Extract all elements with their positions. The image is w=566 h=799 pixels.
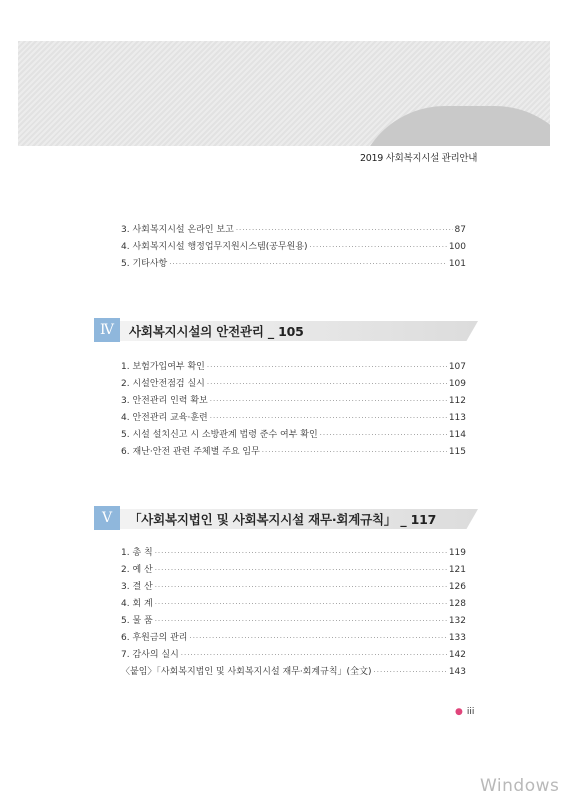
toc-entry[interactable] <box>121 359 466 376</box>
toc-entry[interactable] <box>121 596 466 613</box>
toc-leader-dots <box>210 410 447 427</box>
toc-entry-title: 4. 안전관리 교육·훈련 <box>121 413 208 423</box>
header-tab <box>355 106 550 146</box>
toc-leader-dots <box>207 376 447 393</box>
toc-entry-title: 6. 재난·안전 관련 주체별 주요 임무 <box>121 447 260 457</box>
toc-entry[interactable] <box>121 562 466 579</box>
toc-leader-dots <box>181 647 447 664</box>
toc-entry-page: 113 <box>448 413 466 423</box>
toc-entry-title: 〈붙임〉「사회복지법인 및 사회복지시설 재무·회계규칙」(全文) <box>121 667 372 677</box>
toc-leader-dots <box>155 545 447 562</box>
toc-leader-dots <box>155 613 447 630</box>
toc-leader-dots <box>155 596 447 613</box>
toc-entry[interactable] <box>121 376 466 393</box>
toc-leader-dots <box>320 427 447 444</box>
toc-leader-dots <box>374 664 447 681</box>
toc-entry-page: 101 <box>448 259 466 269</box>
toc-entry[interactable] <box>121 256 466 273</box>
toc-entry[interactable] <box>121 647 466 664</box>
section-number-badge: Ⅳ <box>94 318 120 342</box>
page-number-text: iii <box>466 707 475 717</box>
toc-entry-title: 5. 물 품 <box>121 616 153 626</box>
toc-entry-title: 2. 시설안전점검 실시 <box>121 379 205 389</box>
section-number-badge: Ⅴ <box>94 506 120 530</box>
toc-entry-title: 1. 보험가입여부 확인 <box>121 362 205 372</box>
bullet-icon: ● <box>455 707 463 717</box>
toc-entry[interactable] <box>121 393 466 410</box>
toc-leader-dots <box>155 562 447 579</box>
toc-section-4-list <box>121 359 466 461</box>
section-title: 「사회복지법인 및 사회복지시설 재무·회계규칙」 _ 117 <box>129 512 437 527</box>
toc-entry[interactable] <box>121 630 466 647</box>
toc-entry-page: 112 <box>448 396 466 406</box>
toc-leader-dots <box>155 579 447 596</box>
toc-entry[interactable] <box>121 579 466 596</box>
toc-leader-dots <box>310 239 447 256</box>
toc-entry[interactable] <box>121 410 466 427</box>
toc-entry-page: 133 <box>448 633 466 643</box>
running-header: 2019 사회복지시설 관리안내 <box>360 153 478 164</box>
toc-entry-title: 5. 시설 설치신고 시 소방관계 법령 준수 여부 확인 <box>121 430 318 440</box>
toc-leader-dots <box>236 222 453 239</box>
toc-entry-page: 143 <box>448 667 466 677</box>
toc-entry-page: 128 <box>448 599 466 609</box>
toc-entry-page: 119 <box>448 548 466 558</box>
toc-entry-page: 115 <box>448 447 466 457</box>
toc-entry-page: 132 <box>448 616 466 626</box>
windows-watermark: Windows <box>480 776 560 796</box>
section-title: 사회복지시설의 안전관리 _ 105 <box>129 324 304 339</box>
toc-entry[interactable] <box>121 427 466 444</box>
toc-entry-title: 3. 사회복지시설 온라인 보고 <box>121 225 234 235</box>
toc-leader-dots <box>169 256 447 273</box>
toc-entry-title: 6. 후원금의 관리 <box>121 633 188 643</box>
section-heading-5[interactable] <box>94 506 478 530</box>
toc-leader-dots <box>210 393 447 410</box>
toc-entry[interactable] <box>121 222 466 239</box>
toc-top-list <box>121 222 466 273</box>
toc-entry-page: 121 <box>448 565 466 575</box>
toc-entry-title: 4. 회 계 <box>121 599 153 609</box>
toc-entry[interactable] <box>121 545 466 562</box>
toc-leader-dots <box>262 444 447 461</box>
toc-entry-title: 5. 기타사항 <box>121 259 168 269</box>
toc-leader-dots <box>207 359 447 376</box>
toc-entry-page: 126 <box>448 582 466 592</box>
toc-entry-page: 114 <box>448 430 466 440</box>
toc-entry[interactable] <box>121 239 466 256</box>
toc-entry-page: 109 <box>448 379 466 389</box>
page-number <box>455 707 474 717</box>
toc-entry-title: 3. 결 산 <box>121 582 153 592</box>
toc-entry-title: 7. 감사의 실시 <box>121 650 179 660</box>
toc-entry-page: 107 <box>448 362 466 372</box>
toc-entry-title: 4. 사회복지시설 행정업무지원시스템(공무원용) <box>121 242 308 252</box>
toc-entry-title: 3. 안전관리 인력 확보 <box>121 396 208 406</box>
toc-entry[interactable] <box>121 613 466 630</box>
toc-section-5-list <box>121 545 466 681</box>
toc-entry-page: 100 <box>448 242 466 252</box>
toc-entry[interactable] <box>121 664 466 681</box>
toc-entry-page: 142 <box>448 650 466 660</box>
toc-entry-title: 1. 총 칙 <box>121 548 153 558</box>
header-band <box>18 41 550 146</box>
toc-entry-page: 87 <box>454 225 466 235</box>
toc-entry[interactable] <box>121 444 466 461</box>
toc-leader-dots <box>189 630 446 647</box>
toc-entry-title: 2. 예 산 <box>121 565 153 575</box>
section-heading-4[interactable] <box>94 318 478 342</box>
